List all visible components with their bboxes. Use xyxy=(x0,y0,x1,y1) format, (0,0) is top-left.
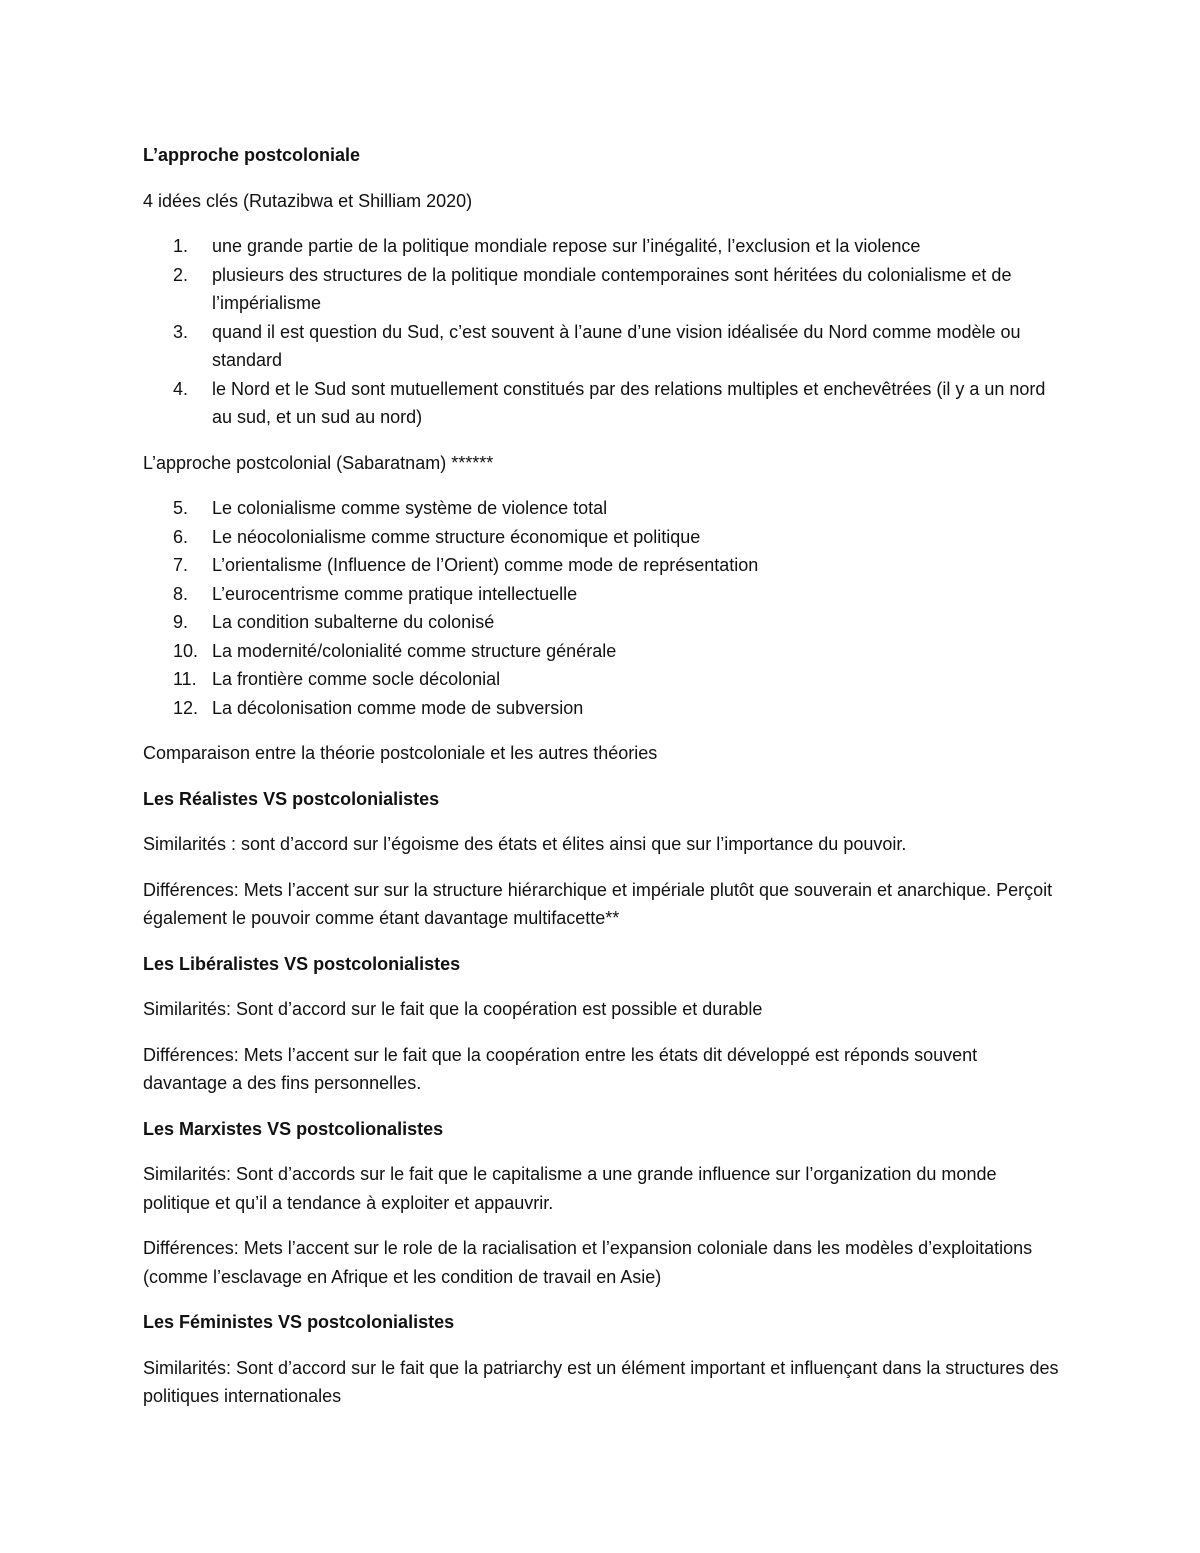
list-item-text: Le colonialisme comme système de violence total xyxy=(212,498,608,518)
document-page xyxy=(143,141,1063,1428)
section-heading-feminists: Les Féministes VS postcolonialistes xyxy=(143,1312,455,1332)
list-item xyxy=(143,494,1063,523)
list-item xyxy=(143,375,1063,432)
list-item xyxy=(143,694,1063,723)
list-item-text: Le néocolonialisme comme structure économique et politique xyxy=(212,526,701,547)
list-number: 7. xyxy=(173,555,189,575)
sabaratnam-intro: L’approche postcolonial (Sabaratnam) ****** xyxy=(143,452,494,473)
list-item-text: une grande partie de la politique mondiale repose sur l’inégalité, l’exclusion et la violence xyxy=(212,236,921,256)
differences-paragraph: Différences: Mets l’accent sur le fait que la coopération entre les états dit développé est réponds souvent davantage a des fins personnelles. xyxy=(143,1044,978,1093)
list-number: 6. xyxy=(173,526,189,547)
list-number: 3. xyxy=(173,321,189,342)
list-item-text: La condition subalterne du colonisé xyxy=(212,612,495,632)
similarities-paragraph: Similarités: Sont d’accord sur le fait que la patriarchy est un élément important et influençant dans la structures des politiques internationales xyxy=(143,1357,1059,1406)
list-item-text: quand il est question du Sud, c’est souvent à l’aune d’une vision idéalisée du Nord comme modèle ou standard xyxy=(212,321,1021,370)
list-item xyxy=(143,232,1063,261)
list-number: 11. xyxy=(173,669,197,689)
list-item-text: L’eurocentrisme comme pratique intellectuelle xyxy=(212,583,578,604)
list-number: 12. xyxy=(173,697,199,718)
list-item xyxy=(143,318,1063,375)
similarities-paragraph: Similarités : sont d’accord sur l’égoisme des états et élites ainsi que sur l’importance du pouvoir. xyxy=(143,834,907,854)
list-item-text: le Nord et le Sud sont mutuellement constitués par des relations multiples et enchevêtrées (il y a un nord au sud, et un sud au nord) xyxy=(212,378,1046,427)
list-item xyxy=(143,523,1063,552)
list-item xyxy=(143,665,1063,694)
document-title: L’approche postcoloniale xyxy=(143,145,361,165)
differences-paragraph: Différences: Mets l’accent sur le role de la racialisation et l’expansion coloniale dans les modèles d’exploitations (comme l’esclavage en Afrique et les condition de travail en Asie) xyxy=(143,1238,1033,1287)
list-number: 4. xyxy=(173,378,189,399)
key-ideas-intro: 4 idées clés (Rutazibwa et Shilliam 2020) xyxy=(143,190,473,211)
list-number: 9. xyxy=(173,612,189,632)
list-item xyxy=(143,551,1063,580)
list-number: 1. xyxy=(173,236,189,256)
list-item xyxy=(143,637,1063,666)
similarities-paragraph: Similarités: Sont d’accords sur le fait que le capitalisme a une grande influence sur l’organization du monde politique et qu’il a tendance à exploiter et appauvrir. xyxy=(143,1164,997,1213)
comparison-intro: Comparaison entre la théorie postcoloniale et les autres théories xyxy=(143,743,658,763)
section-heading-realists: Les Réalistes VS postcolonialistes xyxy=(143,788,440,809)
key-ideas-list xyxy=(143,232,1063,432)
list-item xyxy=(143,580,1063,609)
list-item-text: L’orientalisme (Influence de l’Orient) comme mode de représentation xyxy=(212,555,759,575)
section-heading-marxists: Les Marxistes VS postcolionalistes xyxy=(143,1118,444,1139)
differences-paragraph: Différences: Mets l’accent sur sur la structure hiérarchique et impériale plutôt que souverain et anarchique. Perçoit également le pouvoir comme étant davantage multifacette** xyxy=(143,879,1053,928)
list-item-text: plusieurs des structures de la politique mondiale contemporaines sont héritées du colonialisme et de l’impérialisme xyxy=(212,264,1012,313)
list-item-text: La frontière comme socle décolonial xyxy=(212,669,501,689)
list-item-text: La modernité/colonialité comme structure générale xyxy=(212,640,617,661)
list-item xyxy=(143,608,1063,637)
list-number: 8. xyxy=(173,583,189,604)
list-number: 5. xyxy=(173,498,189,518)
sabaratnam-list xyxy=(143,494,1063,722)
list-item xyxy=(143,261,1063,318)
similarities-paragraph: Similarités: Sont d’accord sur le fait que la coopération est possible et durable xyxy=(143,999,763,1019)
section-heading-liberals: Les Libéralistes VS postcolonialistes xyxy=(143,953,461,974)
list-number: 10. xyxy=(173,640,199,661)
list-number: 2. xyxy=(173,264,189,285)
list-item-text: La décolonisation comme mode de subversion xyxy=(212,697,584,718)
